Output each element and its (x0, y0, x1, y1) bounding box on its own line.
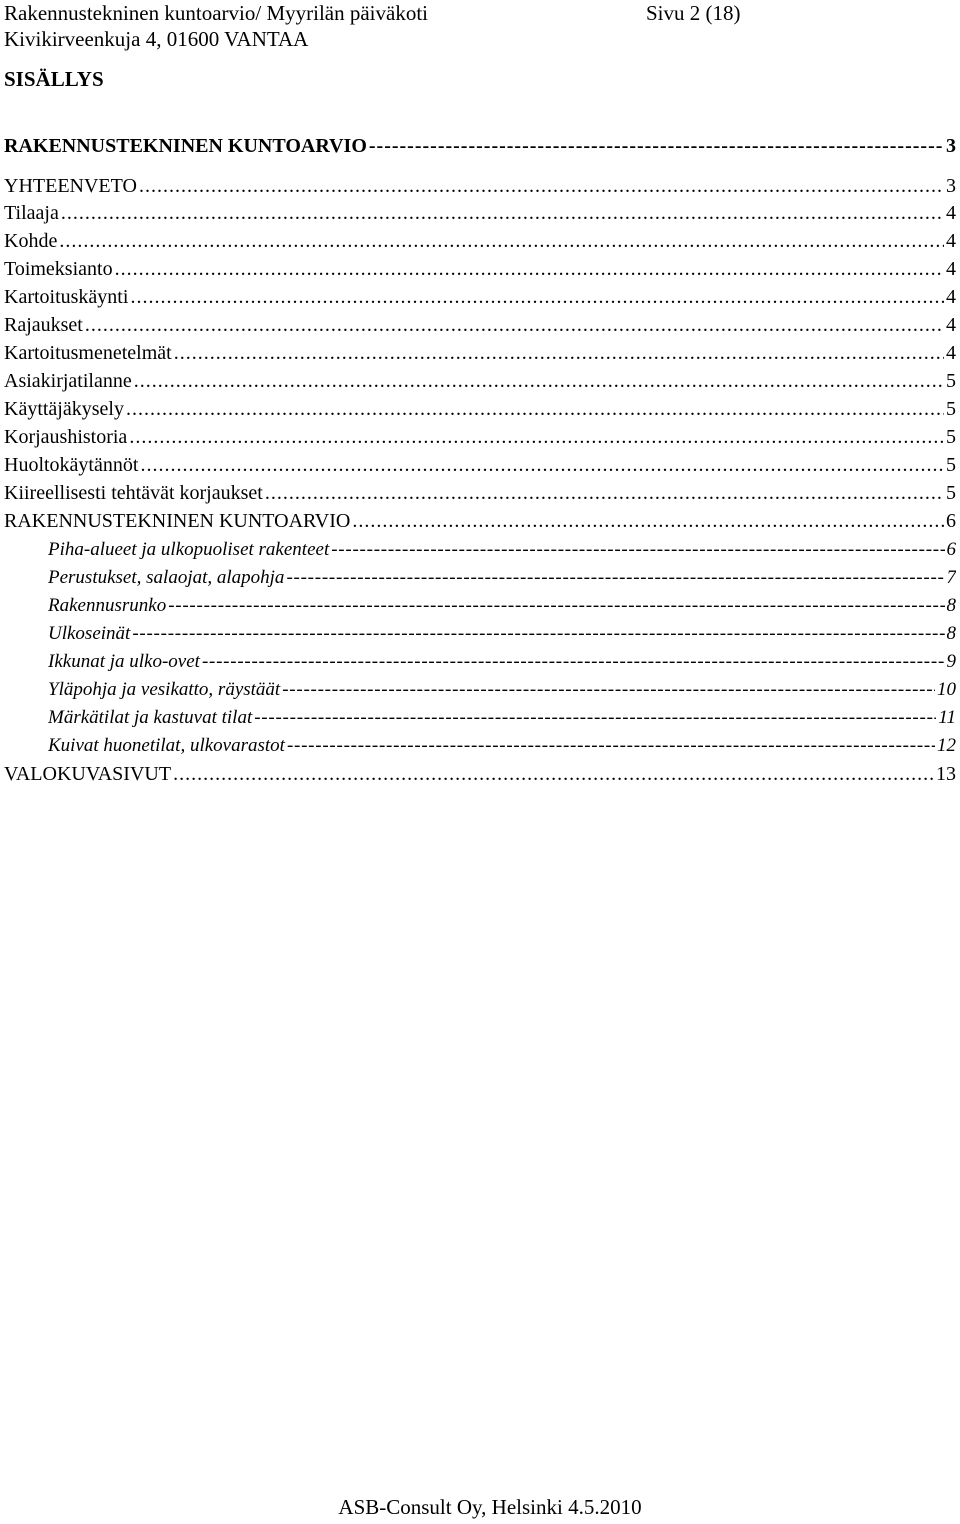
toc-entry-label: RAKENNUSTEKNINEN KUNTOARVIO (4, 135, 367, 157)
toc-leader (134, 368, 944, 394)
toc-leader (129, 424, 944, 450)
toc-entry-label: Piha-alueet ja ulkopuoliset rakenteet (48, 539, 330, 560)
toc-entry-label: Kuivat huonetilat, ulkovarastot (48, 735, 285, 756)
toc-entry-page: 4 (946, 230, 956, 252)
toc-entry-page: 4 (946, 286, 956, 308)
toc-entry-page: 8 (946, 623, 956, 644)
toc-entry-page: 5 (946, 426, 956, 448)
toc-entry-label: Perustukset, salaojat, alapohja (48, 567, 285, 588)
toc-leader (265, 480, 944, 506)
toc-entry-label: RAKENNUSTEKNINEN KUNTOARVIO (4, 510, 351, 532)
toc-entry-page: 4 (946, 342, 956, 364)
toc-leader (140, 452, 944, 478)
toc-entry-label: Kohde (4, 230, 58, 252)
toc-entry-page: 5 (946, 454, 956, 476)
toc-entry[interactable] (4, 396, 956, 422)
toc-leader (85, 312, 944, 338)
toc-entry-label: Yläpohja ja vesikatto, räystäät (48, 679, 281, 700)
toc-entry-page: 3 (946, 175, 956, 197)
toc-entry-label: Ikkunat ja ulko-ovet (48, 651, 200, 672)
toc-entry-label: Rajaukset (4, 314, 83, 336)
toc-entry-page: 10 (937, 679, 956, 700)
toc-entry[interactable] (4, 312, 956, 338)
toc-leader (352, 508, 944, 534)
toc-entry[interactable] (4, 508, 956, 534)
toc-entry-page: 11 (938, 707, 956, 728)
toc-entry-page: 5 (946, 398, 956, 420)
toc-entry[interactable] (4, 368, 956, 394)
section-title: SISÄLLYS (4, 67, 104, 91)
toc-entry-page: 5 (946, 482, 956, 504)
toc-entry-page: 6 (946, 539, 956, 560)
toc-subentry[interactable] (48, 705, 956, 731)
toc-entry[interactable] (4, 480, 956, 506)
toc-entry-page: 12 (937, 735, 956, 756)
toc-leader (126, 396, 944, 422)
toc-entry-label: Huoltokäytännöt (4, 454, 139, 476)
toc-subentry[interactable] (48, 537, 956, 563)
toc-subentry[interactable] (48, 649, 956, 675)
toc-subentry[interactable] (48, 733, 956, 759)
toc-leader (254, 705, 936, 731)
header-title: Rakennustekninen kuntoarvio/ Myyrilän päiväkoti (4, 1, 428, 25)
toc-leader (115, 256, 944, 282)
toc-leader (59, 228, 944, 254)
toc-entry-label: Käyttäjäkysely (4, 398, 124, 420)
toc-leader (287, 733, 935, 759)
toc-entry-page: 5 (946, 370, 956, 392)
toc-entry[interactable] (4, 228, 956, 254)
toc-entry[interactable] (4, 761, 956, 787)
toc-entry-page: 6 (946, 510, 956, 532)
toc-entry-page: 3 (946, 135, 956, 157)
toc-leader (130, 284, 944, 310)
toc-entry[interactable] (4, 284, 956, 310)
toc-entry-page: 4 (946, 314, 956, 336)
toc-entry-page: 13 (936, 763, 956, 785)
toc-leader (282, 677, 935, 703)
toc-entry-label: Tilaaja (4, 202, 59, 224)
toc-subentry[interactable] (48, 621, 956, 647)
toc-entry-label: Korjaushistoria (4, 426, 128, 448)
toc-entry[interactable] (4, 424, 956, 450)
toc-leader (132, 621, 944, 647)
toc-entry-page: 9 (946, 651, 956, 672)
toc-leader (202, 649, 945, 675)
toc-entry-label: Kiireellisesti tehtävät korjaukset (4, 482, 263, 504)
toc-entry-label: Kartoituskäynti (4, 286, 129, 308)
toc-leader (174, 340, 944, 366)
toc-leader (286, 565, 944, 591)
toc-leader (369, 133, 944, 159)
toc-entry-label: YHTEENVETO (4, 175, 137, 197)
toc-leader (331, 537, 944, 563)
header-page-number: Sivu 2 (18) (646, 1, 741, 25)
toc-entry-label: Ulkoseinät (48, 623, 131, 644)
toc-entry-page: 8 (946, 595, 956, 616)
toc-entry[interactable] (4, 200, 956, 226)
toc-subentry[interactable] (48, 565, 956, 591)
footer-text: ASB-Consult Oy, Helsinki 4.5.2010 (338, 1495, 642, 1519)
toc-leader (61, 200, 944, 226)
toc-entry[interactable] (4, 256, 956, 282)
header-address: Kivikirveenkuja 4, 01600 VANTAA (4, 27, 309, 51)
toc-entry-page: 4 (946, 258, 956, 280)
toc-entry-label: VALOKUVASIVUT (4, 763, 172, 785)
toc-entry-label: Märkätilat ja kastuvat tilat (48, 707, 253, 728)
toc-entry-label: Asiakirjatilanne (4, 370, 132, 392)
toc-subentry[interactable] (48, 677, 956, 703)
toc-entry-page: 4 (946, 202, 956, 224)
page-footer (0, 1494, 960, 1520)
toc-entry[interactable] (4, 452, 956, 478)
toc-entry[interactable] (4, 133, 956, 159)
toc-entry-label: Toimeksianto (4, 258, 113, 280)
toc-subentry[interactable] (48, 593, 956, 619)
toc-entry-page: 7 (946, 567, 956, 588)
toc-leader (173, 761, 934, 787)
toc-leader (168, 593, 944, 619)
toc-entry-label: Kartoitusmenetelmät (4, 342, 172, 364)
toc-leader (139, 173, 944, 199)
toc-entry[interactable] (4, 173, 956, 199)
toc-entry-label: Rakennusrunko (48, 595, 167, 616)
toc-entry[interactable] (4, 340, 956, 366)
